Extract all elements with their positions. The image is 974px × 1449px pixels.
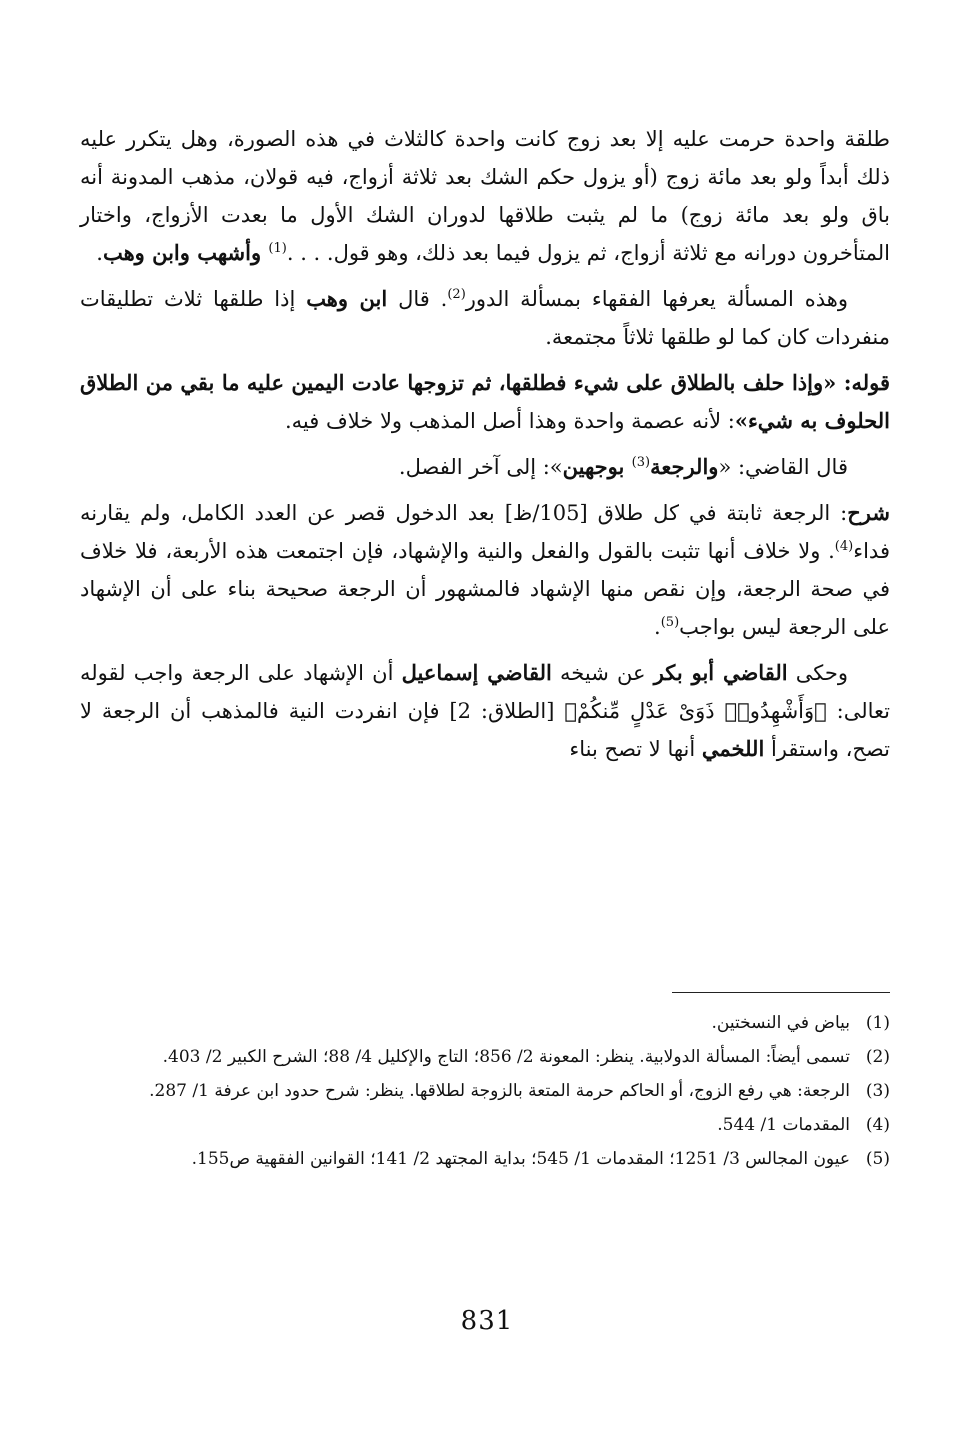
paragraph — [80, 364, 890, 440]
page-number: 831 — [460, 1306, 514, 1336]
footnote — [80, 1076, 890, 1106]
text-run: قال القاضي: « — [718, 455, 848, 479]
bold-text: وأشهب وابن وهب — [102, 240, 269, 265]
bold-text: القاضي أبو بكر — [653, 660, 788, 685]
main-text-body — [80, 120, 890, 768]
text-run: طلقة واحدة حرمت عليه إلا بعد زوج كانت واحدة كالثلاث في هذه الصورة، وهل يتكرر عليه ذلك أبداً ولو بعد مائة زوج (أو يزول حكم الشك بعد ثلاثة أزواج، فيه قولان، مذهب المدونة أنه باق ولو بعد مائة زوج) ما لم يثبت طلاقها لدوران الشك الأول ما بعدت الأزواج، واختار المتأخرون دورانه مع ثلاثة أزواج، ثم يزول فيما بعد ذلك، وهو قول. . . . — [80, 127, 890, 265]
bold-text: والرجعة — [650, 454, 719, 479]
footnote-text: المقدمات 1/ 544. — [717, 1115, 850, 1135]
paragraph — [80, 280, 890, 356]
bold-text: القاضي إسماعيل — [401, 660, 552, 685]
footnote — [80, 1144, 890, 1174]
paragraph — [80, 120, 890, 272]
footnote-ref: (1) — [268, 241, 287, 256]
text-run: . — [96, 241, 103, 265]
footnote-number: (5) — [865, 1149, 890, 1169]
bold-text: بوجهين — [562, 454, 632, 479]
footnote-text: عيون المجالس 3/ 1251؛ المقدمات 1/ 545؛ بداية المجتهد 2/ 141؛ القوانين الفقهية ص155. — [191, 1149, 850, 1169]
footnote-separator — [672, 992, 890, 993]
footnote-number: (3) — [865, 1081, 890, 1101]
bold-text: ابن وهب — [306, 286, 388, 311]
footnote — [80, 1110, 890, 1140]
bold-text: شرح — [847, 500, 890, 525]
footnote-text: الرجعة: هي رفع الزوج، أو الحاكم حرمة المتعة بالزوجة لطلاقها. ينظر: شرح حدود ابن عرفة 1/ 287. — [149, 1081, 850, 1101]
bold-text: اللخمي — [701, 736, 765, 761]
footnote-number: (1) — [865, 1013, 890, 1033]
text-run: : لأنه عصمة واحدة وهذا أصل المذهب ولا خلاف فيه. — [285, 409, 735, 433]
paragraph — [80, 654, 890, 768]
text-run: إذا طلقها ثلاث تطليقات منفردات كان كما لو طلقها ثلاثاً مجتمعة. — [80, 287, 890, 349]
text-run: »: إلى آخر الفصل. — [398, 455, 563, 479]
footnote — [80, 1008, 890, 1038]
footnote-ref: (2) — [447, 287, 466, 302]
main-text — [80, 120, 890, 776]
footnote-number: (4) — [865, 1115, 890, 1135]
text-run: . قال — [387, 287, 448, 311]
footnote-ref: (4) — [834, 539, 854, 554]
text-run: عن شيخه — [551, 661, 654, 685]
text-run: أنها لا تصح بناء — [569, 737, 702, 761]
text-run: . ولا خلاف أنها تثبت بالقول والفعل والنية والإشهاد، فإن اجتمعت هذه الأربعة، فلا خلاف في صحة الرجعة، وإن نقص منها الإشهاد فالمشهور أن الرجعة صحيحة بناء على أن الإشهاد على الرجعة ليس بواجب — [80, 539, 890, 639]
footnote-text: تسمى أيضاً: المسألة الدولابية. ينظر: المعونة 2/ 856؛ التاج والإكليل 4/ 88؛ الشرح الكبير 2/ 403. — [162, 1047, 850, 1067]
footnote-number: (2) — [865, 1047, 890, 1067]
footnote — [80, 1042, 890, 1072]
text-run: أن الإشهاد على الرجعة واجب لقوله تعالى: ﴿وَأَشْهِدُوا۟ ذَوَىْ عَدْلٍ مِّنكُمْ﴾ [الطلاق: 2] فإن انفردت النية فالمذهب أن الرجعة لا تصح، واستقرأ — [80, 661, 890, 761]
paragraph — [80, 448, 890, 486]
text-run: . — [654, 615, 661, 639]
footnote-ref: (3) — [631, 455, 651, 470]
text-run: : الرجعة ثابتة في كل طلاق [105/ظ] بعد الدخول قصر عن العدد الكامل، ولم يقارنه فداء — [80, 501, 890, 563]
text-run: وحكى — [787, 661, 848, 685]
footnote-ref: (5) — [660, 615, 680, 630]
bold-text: قوله: «وإذا حلف بالطلاق على شيء فطلقها، ثم تزوجها عادت اليمين عليه ما بقي من الطلاق الحلوف به شيء» — [80, 370, 890, 433]
footnotes — [80, 1008, 890, 1178]
footnote-text: بياض في النسختين. — [711, 1013, 850, 1033]
paragraph — [80, 494, 890, 646]
text-run: وهذه المسألة يعرفها الفقهاء بمسألة الدور — [465, 287, 848, 311]
